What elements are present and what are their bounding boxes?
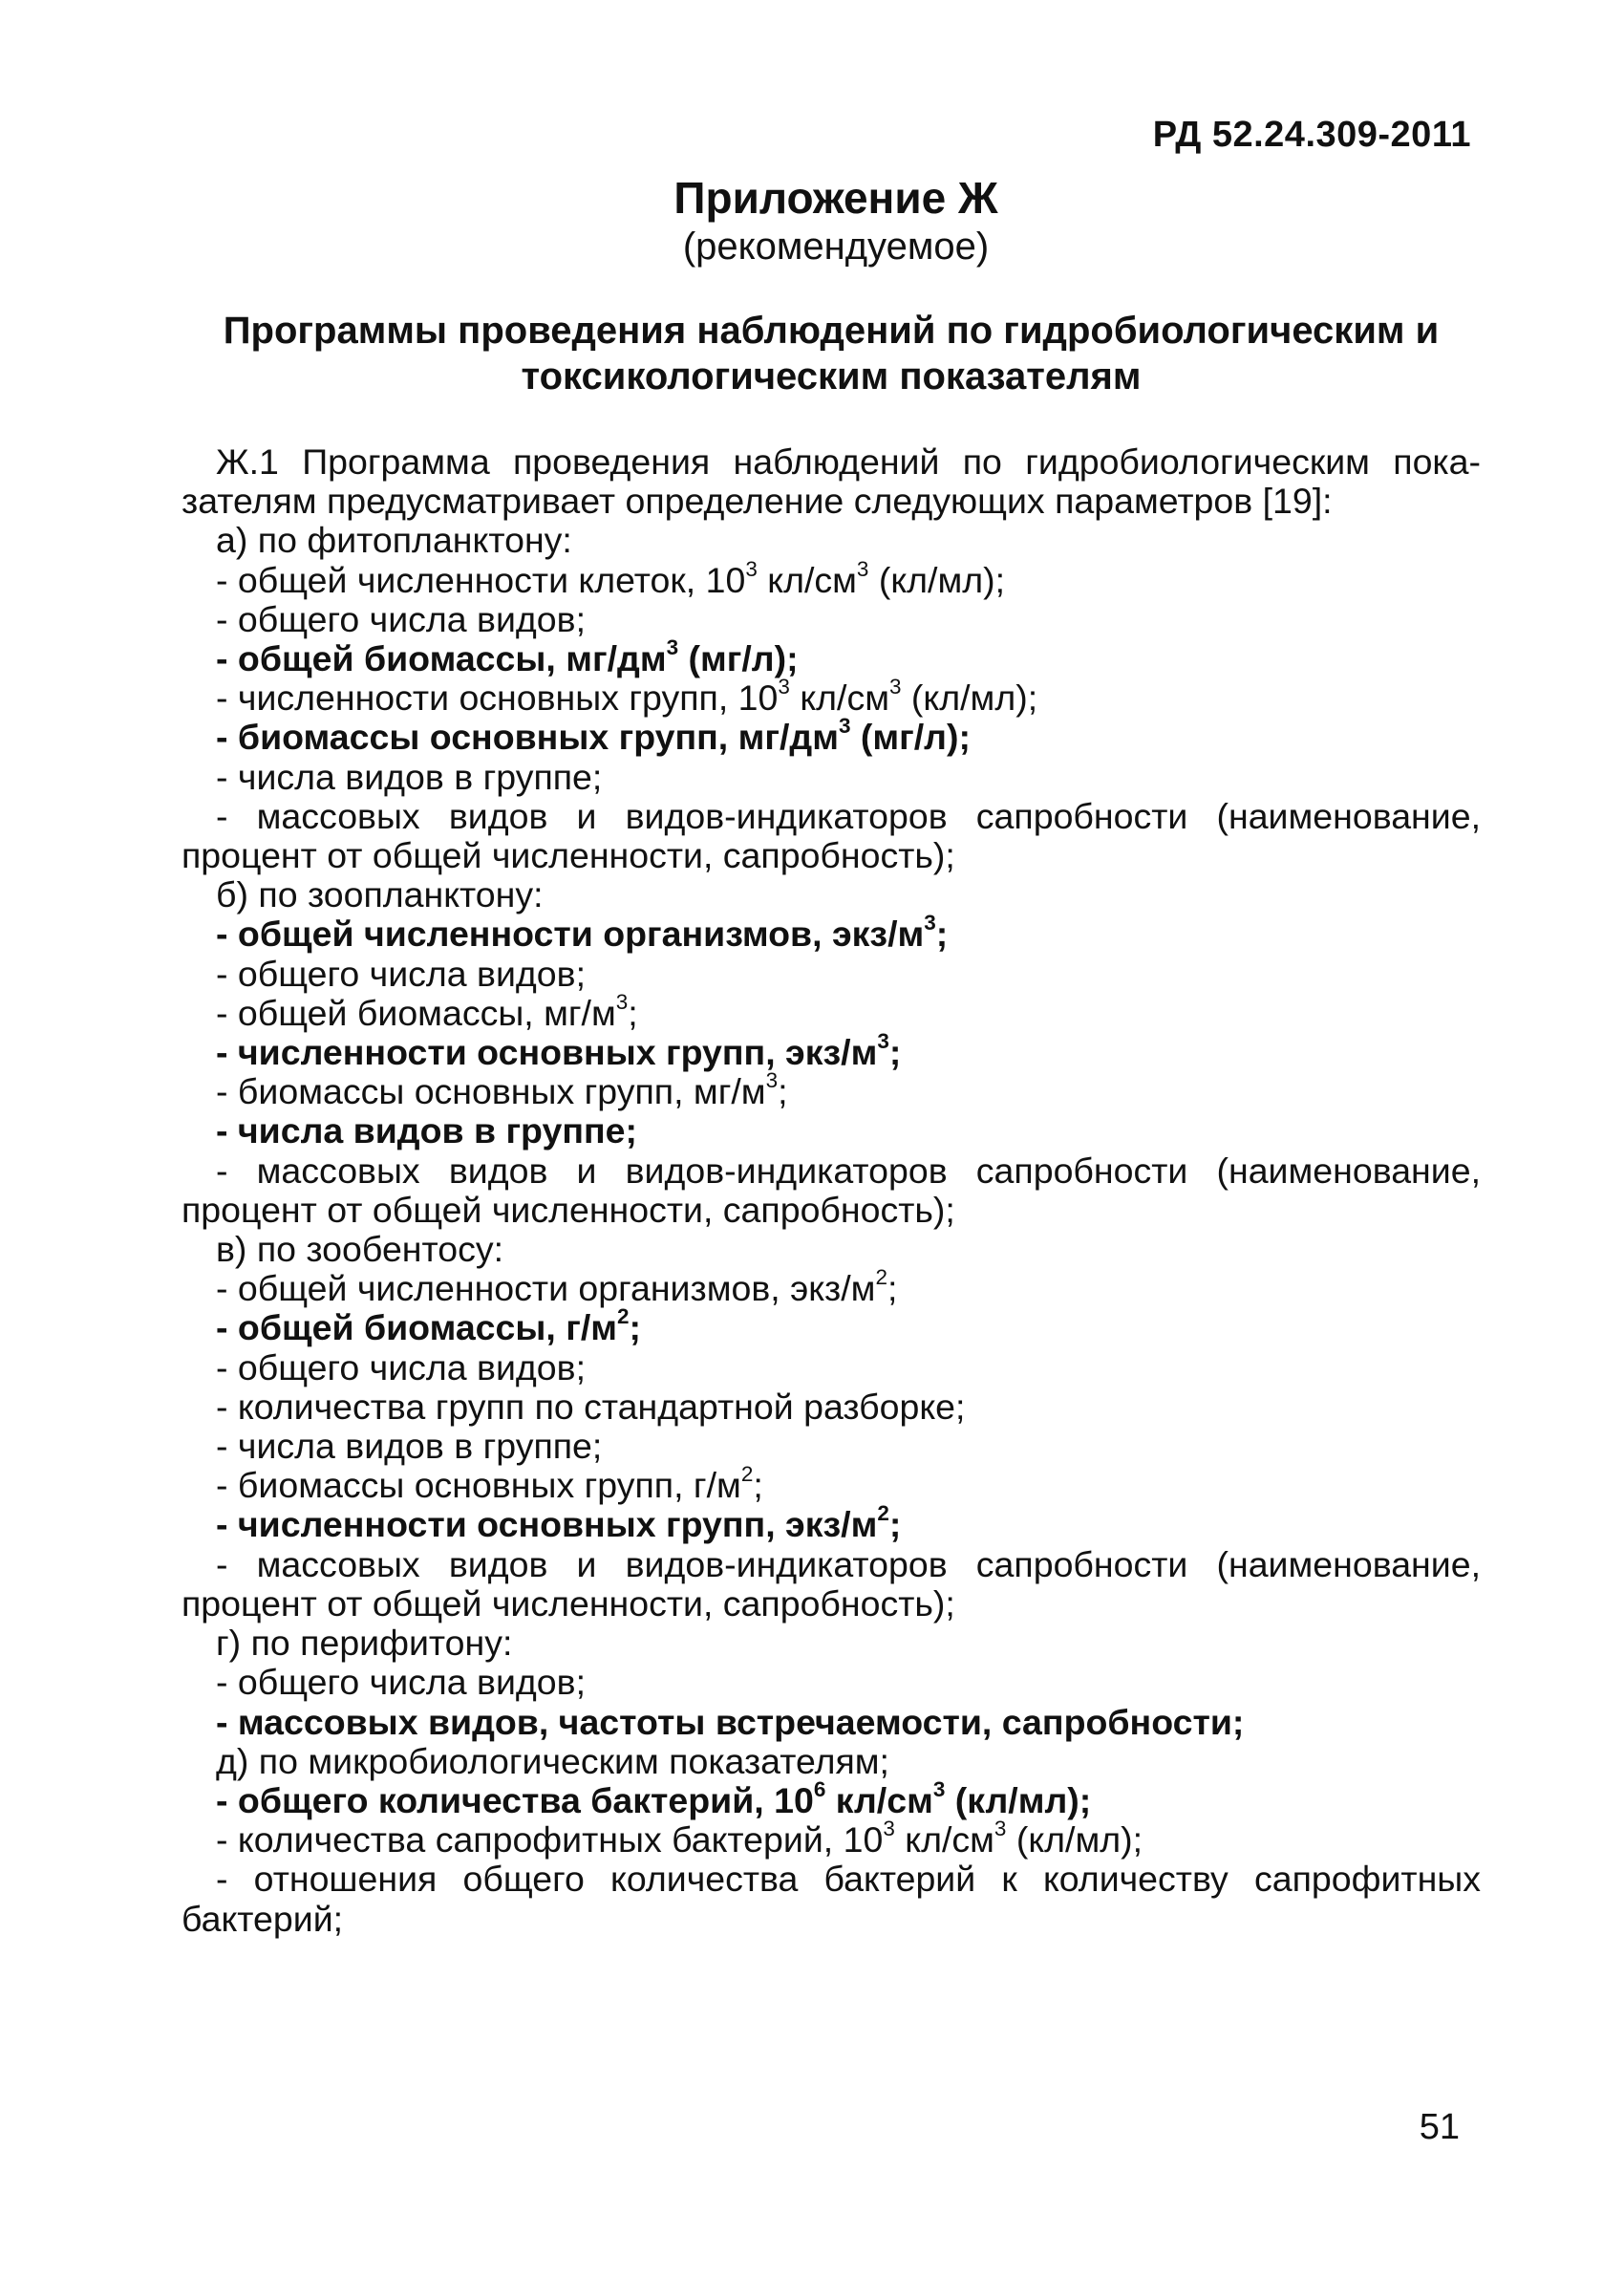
list-item: - биомассы основных групп, $мг/дм^3$ (мг/л); — [216, 714, 971, 758]
intro-line: зателям предусматривает определение следующих параметров [19]: — [182, 481, 1333, 522]
list-item: - общего числа видов; — [216, 598, 586, 639]
page-number: 51 — [1419, 2107, 1460, 2147]
list-item-continuation: процент от общей численности, сапробность); — [182, 835, 955, 876]
section-title: Программы проведения наблюдений по гидробиологическим и токсикологическим показателям — [223, 310, 1440, 398]
subsection-heading-phyto: а) по фитопланктону: — [216, 520, 572, 561]
list-item: - общего числа видов; — [216, 1346, 586, 1387]
list-item: - общего числа видов; — [216, 1662, 586, 1703]
list-item: - биомассы основных групп, $мг/м^3$; — [216, 1068, 788, 1112]
document-code: РД 52.24.309-2011 — [1152, 115, 1471, 155]
list-item: - численности основных групп, экз/$м^2$; — [216, 1501, 902, 1545]
list-item: - массовых видов и видов-индикаторов сапробности (наименование, — [216, 1543, 1481, 1584]
subsection-heading-periphyton: г) по перифитону: — [216, 1623, 513, 1664]
list-item: - численности основных групп, $10^3$ $кл/см^3$ (кл/мл); — [216, 675, 1038, 719]
list-item: - числа видов в группе; — [216, 756, 603, 797]
appendix-subtitle: (рекомендуемое) — [682, 226, 990, 268]
list-item-continuation: процент от общей численности, сапробность); — [182, 1189, 955, 1230]
list-item: - биомассы основных групп, $г/м^2$; — [216, 1462, 763, 1506]
appendix-title: Приложение Ж — [673, 173, 998, 223]
list-item: - количества групп по стандартной разборке; — [216, 1386, 966, 1427]
subsection-heading-micro: д) по микробиологическим показателям; — [216, 1740, 889, 1781]
list-item: - массовых видов и видов-индикаторов сапробности (наименование, — [216, 795, 1481, 836]
body-text — [182, 442, 1481, 1939]
list-item: - числа видов в группе; — [216, 1110, 637, 1151]
list-item: - общей биомассы, $мг/м^3$; — [216, 989, 638, 1033]
list-item: - общей численности организмов, экз/$м^2$; — [216, 1265, 898, 1309]
list-item: - общей биомассы, $мг/дм^3$ (мг/л); — [216, 635, 799, 679]
list-item: - общей численности клеток, $10^3$ $кл/см^3$ (кл/мл); — [216, 556, 1006, 600]
list-item: - числа видов в группе; — [216, 1426, 603, 1467]
list-item: - общей биомассы, $г/м^2$; — [216, 1304, 642, 1348]
list-item: - количества сапрофитных бактерий, $10^3$ $кл/см^3$ (кл/мл); — [216, 1817, 1143, 1861]
subsection-heading-zoo: б) по зоопланктону: — [216, 874, 544, 915]
list-item: - отношения общего количества бактерий к количеству сапрофитных — [216, 1859, 1481, 1900]
list-item-continuation: процент от общей численности, сапробность); — [182, 1582, 955, 1624]
list-item: - общей численности организмов, экз/$м^3$; — [216, 911, 949, 955]
subsection-heading-benthos: в) по зообентосу: — [216, 1229, 504, 1270]
list-item-continuation: бактерий; — [182, 1898, 344, 1939]
list-item: - массовых видов, частоты встречаемости, сапробности; — [216, 1701, 1245, 1742]
intro-line: Ж.1 Программа проведения наблюдений по гидробиологическим пока- — [216, 441, 1481, 482]
list-item: - численности основных групп, экз/$м^3$; — [216, 1029, 902, 1073]
list-item: - общего количества бактерий, $10^6$ $кл/см^3$ (кл/мл); — [216, 1777, 1092, 1820]
list-item: - общего числа видов; — [216, 953, 586, 994]
list-item: - массовых видов и видов-индикаторов сапробности (наименование, — [216, 1150, 1481, 1191]
